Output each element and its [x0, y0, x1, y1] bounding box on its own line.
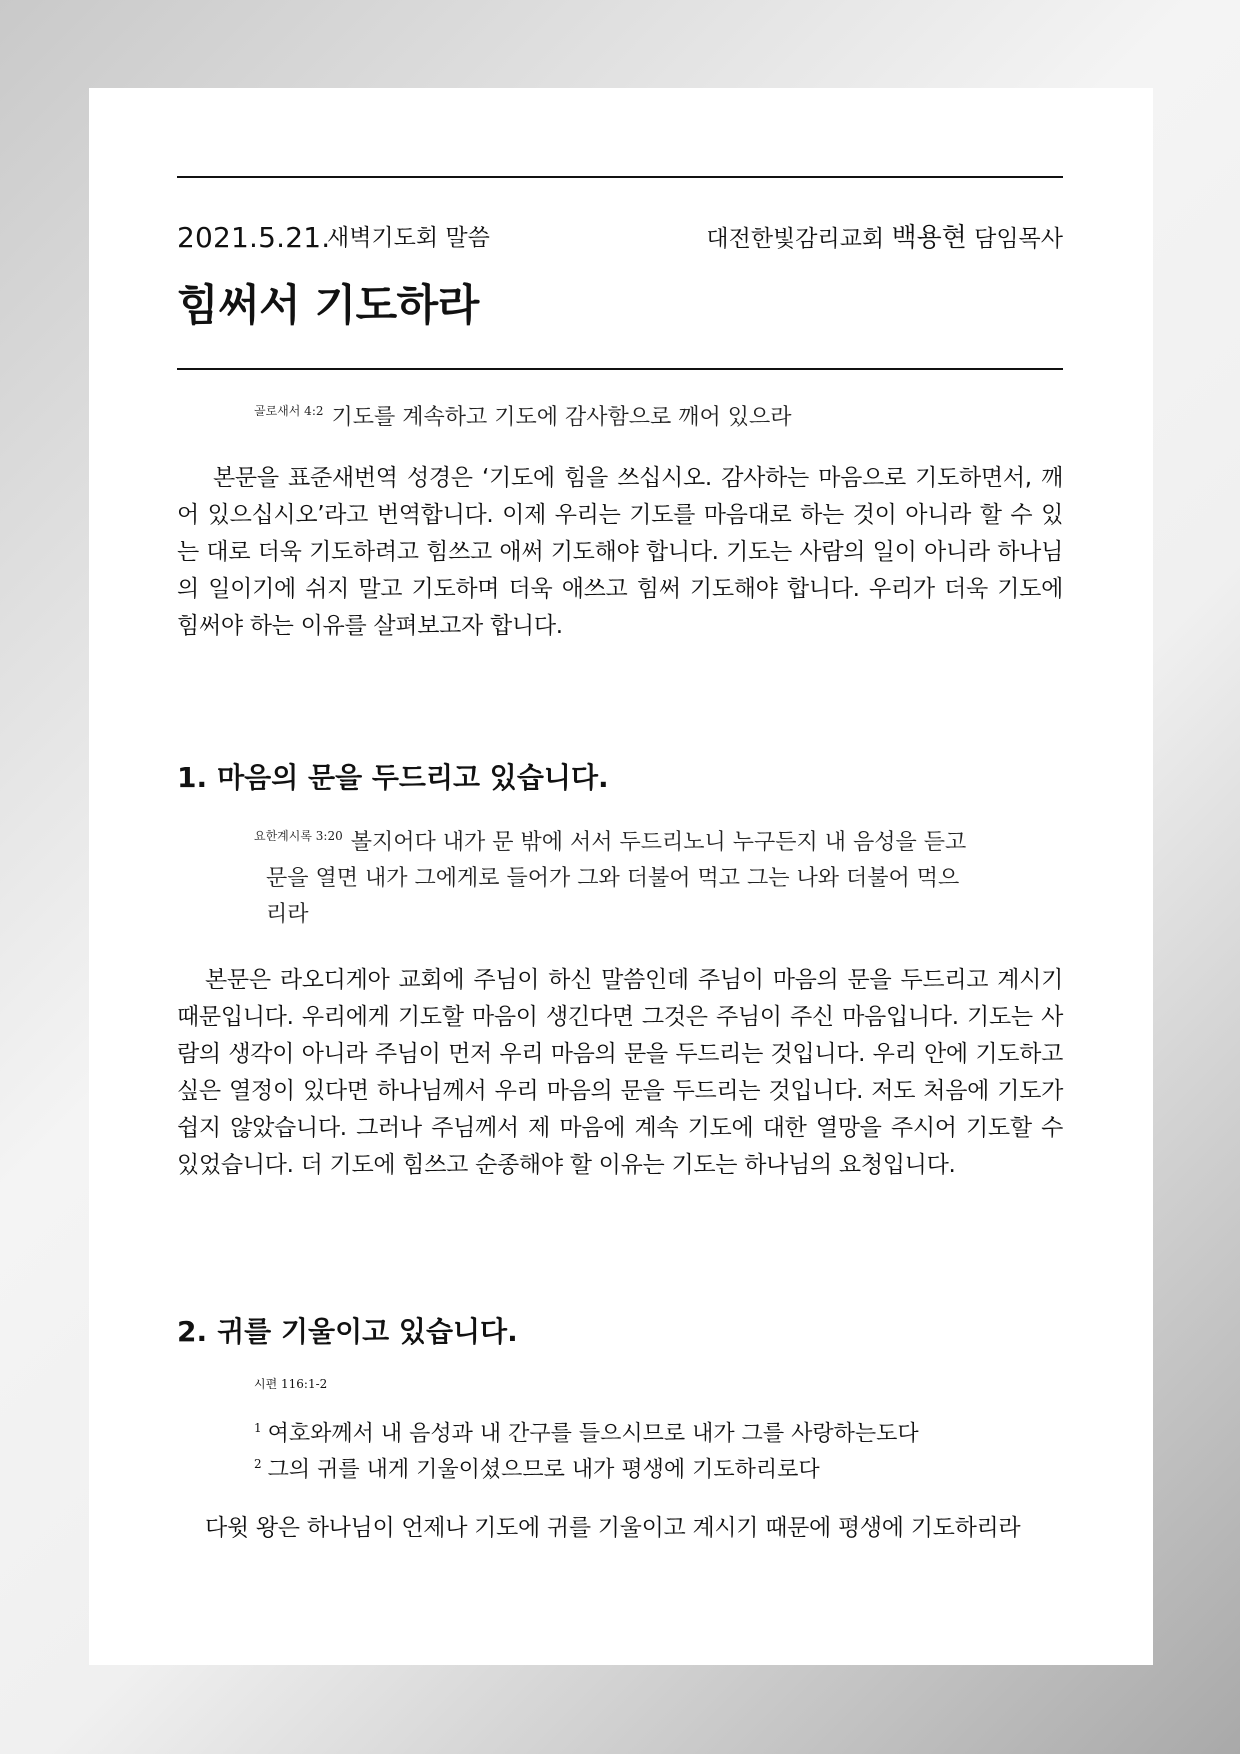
verse-number-2: 2 [254, 1457, 262, 1471]
section-1-verse [254, 818, 994, 933]
top-rule [177, 176, 1063, 178]
verse-number-1: 1 [254, 1421, 262, 1435]
church-and-pastor [706, 218, 1063, 259]
document-page [89, 88, 1153, 1665]
key-verse [254, 393, 1054, 436]
section-1-verse-text-2: 문을 열면 내가 그에게로 들어가 그와 더불어 먹고 그는 나와 더불어 먹으 [266, 866, 960, 891]
service-name: 새벽기도회 말씀 [327, 225, 490, 251]
section-1-number: 1. [177, 761, 208, 794]
section-1-verse-text-3: 리라 [266, 902, 309, 927]
bottom-rule [177, 368, 1063, 370]
section-2-verse-text-2: 그의 귀를 내게 기울이셨으므로 내가 평생에 기도하리로다 [267, 1457, 820, 1483]
section-1-body: 본문은 라오디게아 교회에 주님이 하신 말씀인데 주님이 마음의 문을 두드리고 계시기 때문입니다. 우리에게 기도할 마음이 생긴다면 그것은 주님이 주신 마음입니다. 기도는 사람의 생각이 아니라 주님이 먼저 우리 마음의 문을 두드리는 것입니다. 우리 안에 기도하고 싶은 열정이 있다면 하나님께서 우리 마음의 문을 두드리는 것입니다. 저도 처음에 기도가 쉽지 않았습니다. 그러나 주님께서 제 마음에 계속 기도에 대한 열망을 주시어 기도할 수 있었습니다. 더 기도에 힘쓰고 순종해야 할 이유는 기도는 하나님의 요청입니다. [177, 967, 1063, 1178]
sermon-header [177, 218, 1063, 258]
key-verse-ref: 골로새서 4:2 [254, 404, 324, 418]
section-2-verse-ref: 시편 116:1-2 [254, 1377, 328, 1391]
church-name: 대전한빛감리교회 [706, 226, 885, 252]
section-1-heading [177, 758, 609, 798]
section-2-verse-line-2 [254, 1446, 820, 1488]
section-1-title: 마음의 문을 두드리고 있습니다. [217, 761, 609, 794]
section-1-verse-line [254, 818, 994, 861]
section-2-title: 귀를 기울이고 있습니다. [217, 1315, 518, 1348]
section-2-heading [177, 1312, 518, 1352]
key-verse-text: 기도를 계속하고 기도에 감사함으로 깨어 있으라 [331, 405, 792, 430]
section-2-number: 2. [177, 1315, 208, 1348]
intro-paragraph: 본문을 표준새번역 성경은 ‘기도에 힘을 쓰십시오. 감사하는 마음으로 기도하면서, 깨어 있으십시오’라고 번역합니다. 이제 우리는 기도를 마음대로 하는 것이 아니라 할 수 있는 대로 더욱 기도하려고 힘쓰고 애써 기도해야 합니다. 기도는 사람의 일이 아니라 하나님의 일이기에 쉬지 말고 기도하며 더욱 애쓰고 힘써 기도해야 합니다. 우리가 더욱 기도에 힘써야 하는 이유를 살펴보고자 합니다. [177, 465, 1063, 639]
pastor-name: 백용현 [891, 223, 967, 253]
section-1-verse-ref: 요한계시록 3:20 [254, 829, 343, 843]
pastor-title: 담임목사 [974, 226, 1063, 252]
section-2-body: 다윗 왕은 하나님이 언제나 기도에 귀를 기울이고 계시기 때문에 평생에 기도하리라 [205, 1515, 1021, 1541]
section-2-verse-text-1: 여호와께서 내 음성과 내 간구를 들으시므로 내가 그를 사랑하는도다 [267, 1421, 919, 1447]
section-1-verse-text-1: 볼지어다 내가 문 밖에 서서 두드리노니 누구든지 내 음성을 듣고 [350, 830, 967, 855]
sermon-title: 힘써서 기도하라 [177, 281, 479, 331]
sermon-date: 2021.5.21. [177, 221, 331, 254]
